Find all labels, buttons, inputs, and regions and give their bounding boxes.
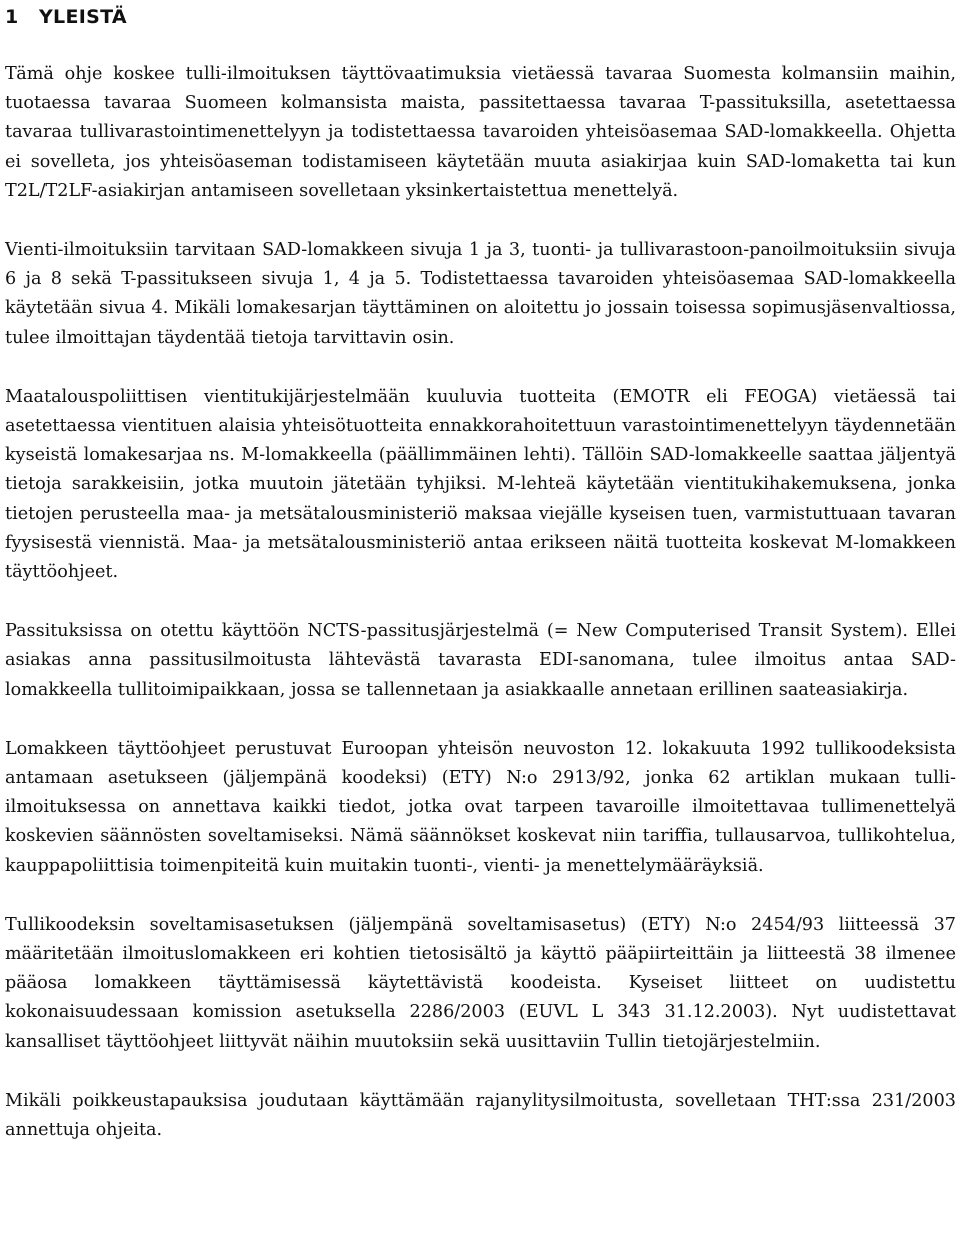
section-heading: [5, 5, 956, 29]
paragraph-agricultural-export: Maatalouspoliittisen vientitukijärjestelmään kuuluvia tuotteita (EMOTR eli FEOGA) vietäessä tai asetettaessa vientituen alaisia yhteisötuotteita ennakkorahoitettuun varastointimenettelyyn täydennetään kyseistä lomakesarjaa ns. M-lomakkeella (päällimmäinen lehti). Tällöin SAD-lomakkeelle saattaa jäljentyä tietoja sarakkeisiin, jotka muutoin jätetään tyhjiksi. M-lehteä käytetään vientitukihakemuksena, jonka tietojen perusteella maa- ja metsätalousministeriö maksaa viejälle kyseisen tuen, varmistuttuaan tavaran fyysisestä viennistä. Maa- ja metsätalousministeriö antaa erikseen näitä tuotteita koskevat M-lomakkeen täyttöohjeet.: [5, 386, 956, 583]
section-title: YLEISTÄ: [39, 6, 127, 28]
document-page: [5, 0, 956, 1145]
paragraph-implementing-regulation: Tullikoodeksin soveltamisasetuksen (jäljempänä soveltamisasetus) (ETY) N:o 2454/93 liitteessä 37 määritetään ilmoituslomakkeen eri kohtien tietosisältö ja käyttö pääpiirteittäin ja liitteestä 38 ilmenee pääosa lomakkeen täyttämisessä käytettävistä koodeista. Kyseiset liitteet on uudistettu kokonaisuudessaan komission asetuksella 2286/2003 (EUVL L 343 31.12.2003). Nyt uudistettavat kansalliset täyttöohjeet liittyvät näihin muutoksiin sekä uusittaviin Tullin tietojärjestelmiin.: [5, 914, 956, 1052]
paragraph-border-crossing: Mikäli poikkeustapauksisa joudutaan käyttämään rajanylitysilmoitusta, sovelletaan THT:ssa 231/2003 annettuja ohjeita.: [5, 1090, 956, 1141]
paragraph-customs-code: Lomakkeen täyttöohjeet perustuvat Euroopan yhteisön neuvoston 12. lokakuuta 1992 tullikoodeksista antamaan asetukseen (jäljempänä koodeksi) (ETY) N:o 2913/92, jonka 62 artiklan mukaan tulli-ilmoituksessa on annettava kaikki tiedot, jotka ovat tarpeen tavaroille ilmoitettavaa tullimenettelyä koskevien säännösten soveltamiseksi. Nämä säännökset koskevat niin tariffia, tullausarvoa, tullikohtelua, kauppapoliittisia toimenpiteitä kuin muitakin tuonti-, vienti- ja menettelymääräyksiä.: [5, 738, 956, 876]
paragraph-scope: Tämä ohje koskee tulli-ilmoituksen täyttövaatimuksia vietäessä tavaraa Suomesta kolmansiin maihin, tuotaessa tavaraa Suomeen kolmansista maista, passitettaessa tavaraa T-passituksilla, asetettaessa tavaraa tullivarastointimenettelyyn ja todistettaessa tavaroiden yhteisöasemaa SAD-lomakkeella. Ohjetta ei sovelleta, jos yhteisöaseman todistamiseen käytetään muuta asiakirjaa kuin SAD-lomaketta tai kun T2L/T2LF-asiakirjan antamiseen sovelletaan yksinkertaistettua menettelyä.: [5, 64, 956, 201]
paragraph-form-pages: Vienti-ilmoituksiin tarvitaan SAD-lomakkeen sivuja 1 ja 3, tuonti- ja tullivarastoon-panoilmoituksiin sivuja 6 ja 8 sekä T-passitukseen sivuja 1, 4 ja 5. Todistettaessa tavaroiden yhteisöasemaa SAD-lomakkeella käytetään sivua 4. Mikäli lomakesarjan täyttäminen on aloitettu jo jossain toisessa sopimusjäsenvaltiossa, tulee ilmoittajan täydentää tietoja tarvittavin osin.: [5, 240, 956, 348]
section-number: 1: [5, 6, 19, 28]
paragraph-ncts-transit: Passituksissa on otettu käyttöön NCTS-passitusjärjestelmä (= New Computerised Transit System). Ellei asiakas anna passitusilmoitusta lähtevästä tavarasta EDI-sanomana, tulee ilmoitus antaa SAD-lomakkeella tullitoimipaikkaan, jossa se tallennetaan ja asiakkaalle annetaan erillinen saateasiakirja.: [5, 621, 956, 700]
